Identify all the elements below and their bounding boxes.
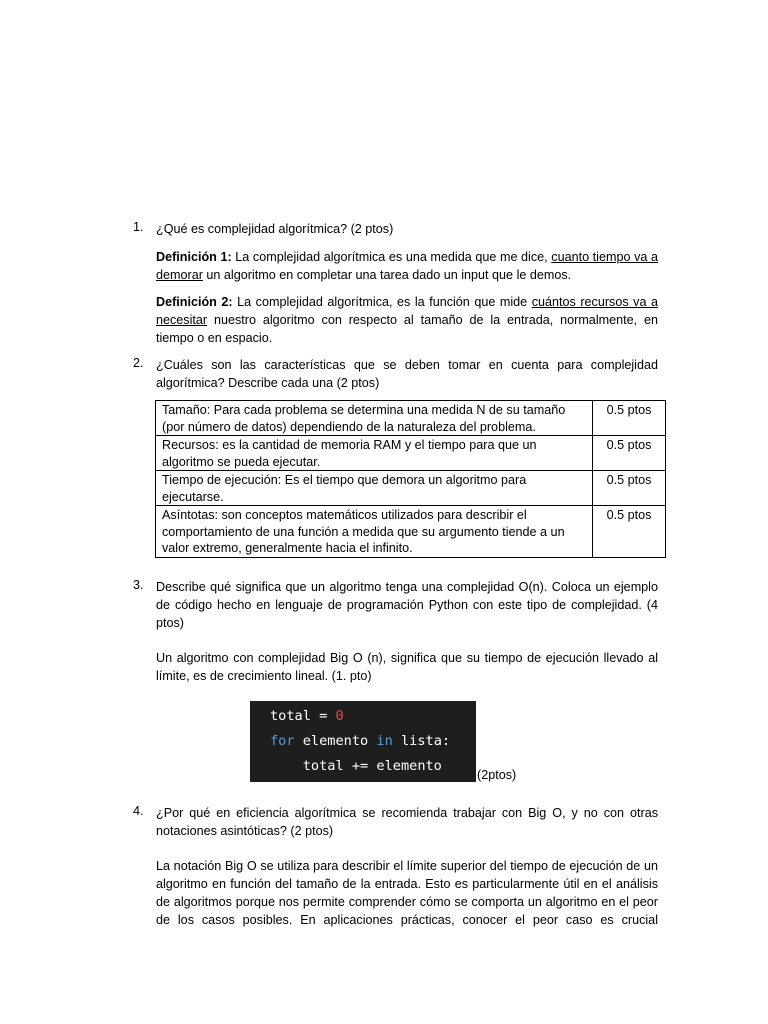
q3-answer: Un algoritmo con complejidad Big O (n), significa que su tiempo de ejecución llevado al límite, es de crecimiento lineal. (1. pto) (156, 651, 658, 683)
q2-number: 2. (133, 356, 144, 370)
def1-underlined: cuanto tiempo va a demorar (156, 250, 658, 282)
def1-label: Definición 1: (156, 250, 232, 264)
characteristics-table (155, 400, 666, 558)
code-iterable: lista: (392, 733, 451, 749)
q4-question: ¿Por qué en eficiencia algorítmica se recomienda trabajar con Big O, y no con otras notaciones asintóticas? (2 ptos) (156, 806, 658, 838)
row-points: 0.5 ptos (593, 401, 666, 436)
code-keyword-for: for (270, 733, 295, 749)
code-var-elemento: elemento (294, 733, 377, 749)
code-var-total: total (270, 708, 311, 724)
table-row (156, 471, 666, 506)
row-description: Tamaño: Para cada problema se determina una medida N de su tamaño (por número de datos) dependiendo de la naturaleza del problema. (156, 401, 593, 436)
def2-label: Definición 2: (156, 295, 233, 309)
table-row (156, 436, 666, 471)
row-points: 0.5 ptos (593, 436, 666, 471)
q1-definition-1 (156, 248, 658, 284)
q1-number: 1. (133, 220, 144, 234)
q1-definition-2 (156, 293, 658, 347)
python-code-block (250, 701, 476, 782)
code-assign: = (310, 708, 336, 724)
q4-number: 4. (133, 804, 144, 818)
row-description: Tiempo de ejecución: Es el tiempo que demora un algoritmo para ejecutarse. (156, 471, 593, 506)
q3-question: Describe qué significa que un algoritmo tenga una complejidad O(n). Coloca un ejemplo de código hecho en lenguaje de programación Python con este tipo de complejidad. (4 ptos) (156, 580, 658, 630)
code-line-1 (270, 708, 344, 724)
def2-text-b: nuestro algoritmo con respecto al tamaño de la entrada, normalmente, en tiempo o en espacio. (156, 313, 658, 345)
row-points: 0.5 ptos (593, 506, 666, 558)
code-line-3: total += elemento (270, 758, 442, 774)
table-row (156, 401, 666, 436)
table-row (156, 506, 666, 558)
q1-question: ¿Qué es complejidad algorítmica? (2 ptos) (156, 222, 394, 236)
q2-question: ¿Cuáles son las características que se deben tomar en cuenta para complejidad algorítmica? Describe cada una (2 ptos) (156, 358, 658, 390)
code-points-note: (2ptos) (477, 768, 517, 782)
def2-text-a: La complejidad algorítmica, es la función que mide (232, 295, 532, 309)
code-number-literal: 0 (335, 708, 344, 724)
def1-text-b: un algoritmo en completar una tarea dado un input que le demos. (202, 268, 572, 282)
q3-number: 3. (133, 578, 144, 592)
row-description: Recursos: es la cantidad de memoria RAM y el tiempo para que un algoritmo se pueda ejecutar. (156, 436, 593, 471)
code-keyword-in: in (376, 733, 393, 749)
def2-underlined: cuántos recursos va a necesitar (156, 295, 658, 327)
def1-text-a: La complejidad algorítmica es una medida que me dice, (231, 250, 552, 264)
row-description: Asíntotas: son conceptos matemáticos utilizados para describir el comportamiento de una función a medida que su argumento tiende a un valor extremo, generalmente hacia el infinito. (156, 506, 593, 558)
row-points: 0.5 ptos (593, 471, 666, 506)
code-line-2 (270, 733, 450, 749)
q4-answer: La notación Big O se utiliza para describir el límite superior del tiempo de ejecución de un algoritmo en función del tamaño de la entrada. Esto es particularmente útil en el análisis de algoritmos porque nos permite comprender cómo se comporta un algoritmo en el peor de los casos posibles. En aplicaciones prácticas, conocer el peor caso es crucial (156, 859, 658, 927)
